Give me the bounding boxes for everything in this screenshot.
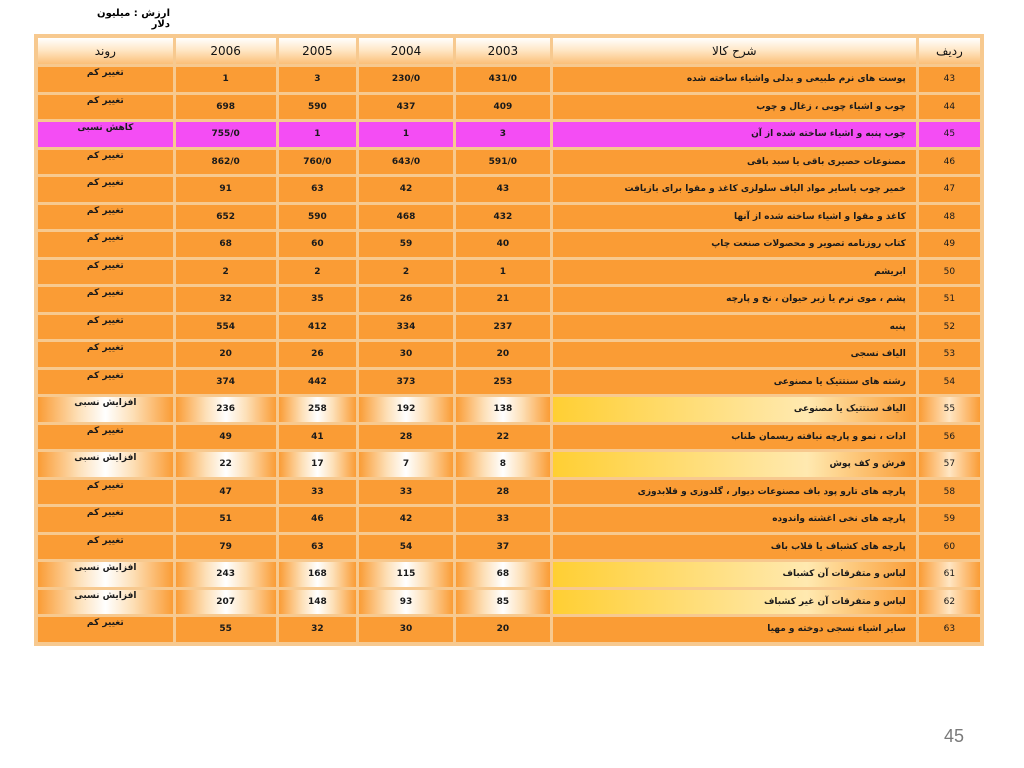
cell-2003: 40	[456, 232, 550, 257]
cell-2004: 59	[359, 232, 453, 257]
cell-2004: 30	[359, 617, 453, 642]
cell-2003: 591/0	[456, 150, 550, 175]
cell-trend: تغییر کم	[38, 480, 173, 505]
cell-trend: تغییر کم	[38, 232, 173, 257]
cell-2005: 590	[279, 95, 357, 120]
cell-2004: 373	[359, 370, 453, 395]
cell-description: الیاف سنتتیک یا مصنوعی	[553, 397, 916, 422]
cell-2004: 2	[359, 260, 453, 285]
cell-2005: 2	[279, 260, 357, 285]
cell-2005: 60	[279, 232, 357, 257]
cell-2005: 3	[279, 67, 357, 92]
cell-2005: 26	[279, 342, 357, 367]
header-year-2003: 2003	[456, 38, 550, 64]
table-row	[38, 342, 980, 367]
cell-description: چوب و اشیاء چوبی ، زغال و چوب	[553, 95, 916, 120]
cell-2003: 8	[456, 452, 550, 477]
cell-trend: تغییر کم	[38, 425, 173, 450]
cell-description: سایر اشیاء نسجی دوخته و مهیا	[553, 617, 916, 642]
table-row	[38, 590, 980, 615]
cell-trend: افزایش نسبی	[38, 452, 173, 477]
cell-2005: 32	[279, 617, 357, 642]
cell-2006: 51	[176, 507, 276, 532]
header-description: شرح کالا	[553, 38, 916, 64]
table-row	[38, 370, 980, 395]
cell-2006: 755/0	[176, 122, 276, 147]
cell-description: خمیر چوب یاسایر مواد الیاف سلولزی کاغذ و مقوا برای بازیافت	[553, 177, 916, 202]
cell-2005: 148	[279, 590, 357, 615]
cell-description: چوب پنبه و اشیاء ساخته شده از آن	[553, 122, 916, 147]
cell-2006: 374	[176, 370, 276, 395]
cell-2004: 1	[359, 122, 453, 147]
cell-2006: 243	[176, 562, 276, 587]
cell-trend: افزایش نسبی	[38, 397, 173, 422]
cell-row-number: 50	[919, 260, 980, 285]
cell-2006: 49	[176, 425, 276, 450]
table-row	[38, 452, 980, 477]
page-number: 45	[943, 726, 964, 746]
cell-2006: 698	[176, 95, 276, 120]
cell-trend: تغییر کم	[38, 315, 173, 340]
cell-2003: 33	[456, 507, 550, 532]
cell-2003: 20	[456, 342, 550, 367]
cell-row-number: 47	[919, 177, 980, 202]
cell-row-number: 46	[919, 150, 980, 175]
cell-2003: 21	[456, 287, 550, 312]
cell-2004: 7	[359, 452, 453, 477]
table-row	[38, 315, 980, 340]
cell-2003: 85	[456, 590, 550, 615]
cell-description: کاغذ و مقوا و اشیاء ساخته شده از آنها	[553, 205, 916, 230]
cell-trend: افزایش نسبی	[38, 590, 173, 615]
cell-2006: 1	[176, 67, 276, 92]
table-row	[38, 507, 980, 532]
cell-2006: 32	[176, 287, 276, 312]
header-year-2005: 2005	[279, 38, 357, 64]
table-row-highlighted	[38, 122, 980, 147]
cell-description: رشته های سنتتیک یا مصنوعی	[553, 370, 916, 395]
table-row	[38, 562, 980, 587]
cell-2005: 46	[279, 507, 357, 532]
cell-2006: 554	[176, 315, 276, 340]
header-year-2004: 2004	[359, 38, 453, 64]
cell-row-number: 61	[919, 562, 980, 587]
table-row	[38, 177, 980, 202]
cell-2005: 35	[279, 287, 357, 312]
table-row	[38, 150, 980, 175]
cell-2003: 20	[456, 617, 550, 642]
cell-description: ابریشم	[553, 260, 916, 285]
cell-2004: 28	[359, 425, 453, 450]
cell-row-number: 45	[919, 122, 980, 147]
cell-description: پارچه های تارو پود باف مصنوعات دیوار ، گلدوزی و قلابدوزی	[553, 480, 916, 505]
cell-row-number: 54	[919, 370, 980, 395]
cell-row-number: 55	[919, 397, 980, 422]
data-table-container	[34, 34, 984, 646]
table-row	[38, 617, 980, 642]
cell-2004: 54	[359, 535, 453, 560]
cell-2006: 207	[176, 590, 276, 615]
table-row	[38, 287, 980, 312]
cell-2003: 68	[456, 562, 550, 587]
cell-trend: تغییر کم	[38, 177, 173, 202]
table-row	[38, 480, 980, 505]
cell-row-number: 59	[919, 507, 980, 532]
cell-trend: تغییر کم	[38, 617, 173, 642]
cell-trend: تغییر کم	[38, 260, 173, 285]
cell-2004: 334	[359, 315, 453, 340]
cell-row-number: 49	[919, 232, 980, 257]
cell-2003: 1	[456, 260, 550, 285]
cell-2006: 652	[176, 205, 276, 230]
cell-2005: 33	[279, 480, 357, 505]
header-trend: روند	[38, 38, 173, 64]
cell-trend: تغییر کم	[38, 342, 173, 367]
cell-row-number: 58	[919, 480, 980, 505]
cell-description: کتاب روزنامه تصویر و محصولات صنعت چاپ	[553, 232, 916, 257]
cell-trend: تغییر کم	[38, 150, 173, 175]
cell-2006: 862/0	[176, 150, 276, 175]
cell-description: مصنوعات حصیری باقی یا سبد باقی	[553, 150, 916, 175]
cell-description: الیاف نسجی	[553, 342, 916, 367]
cell-2006: 2	[176, 260, 276, 285]
cell-2004: 42	[359, 177, 453, 202]
cell-2006: 79	[176, 535, 276, 560]
cell-description: پوست های نرم طبیعی و بدلی واشیاء ساخته شده	[553, 67, 916, 92]
cell-2003: 43	[456, 177, 550, 202]
cell-2005: 17	[279, 452, 357, 477]
cell-2005: 760/0	[279, 150, 357, 175]
cell-row-number: 53	[919, 342, 980, 367]
cell-row-number: 43	[919, 67, 980, 92]
header-year-2006: 2006	[176, 38, 276, 64]
cell-2004: 230/0	[359, 67, 453, 92]
cell-trend: تغییر کم	[38, 95, 173, 120]
cell-2004: 437	[359, 95, 453, 120]
table-row	[38, 232, 980, 257]
cell-2006: 55	[176, 617, 276, 642]
table-row	[38, 205, 980, 230]
cell-trend: تغییر کم	[38, 67, 173, 92]
unit-label: ارزش : میلیون دلار	[97, 8, 170, 30]
cell-trend: افزایش نسبی	[38, 562, 173, 587]
cell-row-number: 51	[919, 287, 980, 312]
cell-description: پشم ، موی نرم یا زبر حیوان ، نخ و پارچه	[553, 287, 916, 312]
cell-2003: 28	[456, 480, 550, 505]
header-row-number: ردیف	[919, 38, 980, 64]
cell-description: فرش و کف پوش	[553, 452, 916, 477]
cell-2003: 431/0	[456, 67, 550, 92]
cell-2005: 41	[279, 425, 357, 450]
cell-description: لباس و متفرقات آن کشباف	[553, 562, 916, 587]
cell-2005: 590	[279, 205, 357, 230]
cell-2006: 91	[176, 177, 276, 202]
cell-2006: 20	[176, 342, 276, 367]
cell-2005: 258	[279, 397, 357, 422]
cell-2003: 409	[456, 95, 550, 120]
cell-trend: تغییر کم	[38, 535, 173, 560]
cell-row-number: 62	[919, 590, 980, 615]
cell-row-number: 57	[919, 452, 980, 477]
cell-2004: 33	[359, 480, 453, 505]
cell-2006: 236	[176, 397, 276, 422]
cell-trend: تغییر کم	[38, 205, 173, 230]
cell-description: پنبه	[553, 315, 916, 340]
cell-row-number: 56	[919, 425, 980, 450]
cell-2005: 1	[279, 122, 357, 147]
cell-2005: 442	[279, 370, 357, 395]
cell-2004: 42	[359, 507, 453, 532]
cell-2003: 237	[456, 315, 550, 340]
cell-2004: 468	[359, 205, 453, 230]
cell-trend: کاهش نسبی	[38, 122, 173, 147]
header-row	[38, 38, 980, 64]
cell-2005: 63	[279, 535, 357, 560]
cell-2003: 253	[456, 370, 550, 395]
cell-2003: 432	[456, 205, 550, 230]
cell-2004: 93	[359, 590, 453, 615]
cell-row-number: 63	[919, 617, 980, 642]
cell-row-number: 44	[919, 95, 980, 120]
cell-2006: 68	[176, 232, 276, 257]
cell-2004: 26	[359, 287, 453, 312]
table-row	[38, 535, 980, 560]
table-row	[38, 397, 980, 422]
cell-2006: 47	[176, 480, 276, 505]
table-row	[38, 95, 980, 120]
cell-2003: 3	[456, 122, 550, 147]
cell-2004: 30	[359, 342, 453, 367]
cell-2004: 643/0	[359, 150, 453, 175]
cell-2004: 192	[359, 397, 453, 422]
cell-trend: تغییر کم	[38, 370, 173, 395]
cell-description: پارچه های نخی اغشته واندوده	[553, 507, 916, 532]
cell-2004: 115	[359, 562, 453, 587]
cell-description: ادات ، نمو و پارچه نبافته ریسمان طناب	[553, 425, 916, 450]
cell-2005: 168	[279, 562, 357, 587]
cell-trend: تغییر کم	[38, 287, 173, 312]
table-row	[38, 260, 980, 285]
cell-2003: 22	[456, 425, 550, 450]
cell-2005: 63	[279, 177, 357, 202]
cell-description: لباس و متفرقات آن غیر کشباف	[553, 590, 916, 615]
cell-row-number: 60	[919, 535, 980, 560]
cell-2003: 138	[456, 397, 550, 422]
cell-2003: 37	[456, 535, 550, 560]
cell-row-number: 52	[919, 315, 980, 340]
cell-2005: 412	[279, 315, 357, 340]
data-table	[35, 35, 983, 645]
cell-description: پارچه های کشباف یا قلاب باف	[553, 535, 916, 560]
cell-row-number: 48	[919, 205, 980, 230]
table-row	[38, 425, 980, 450]
cell-trend: تغییر کم	[38, 507, 173, 532]
table-row	[38, 67, 980, 92]
cell-2006: 22	[176, 452, 276, 477]
